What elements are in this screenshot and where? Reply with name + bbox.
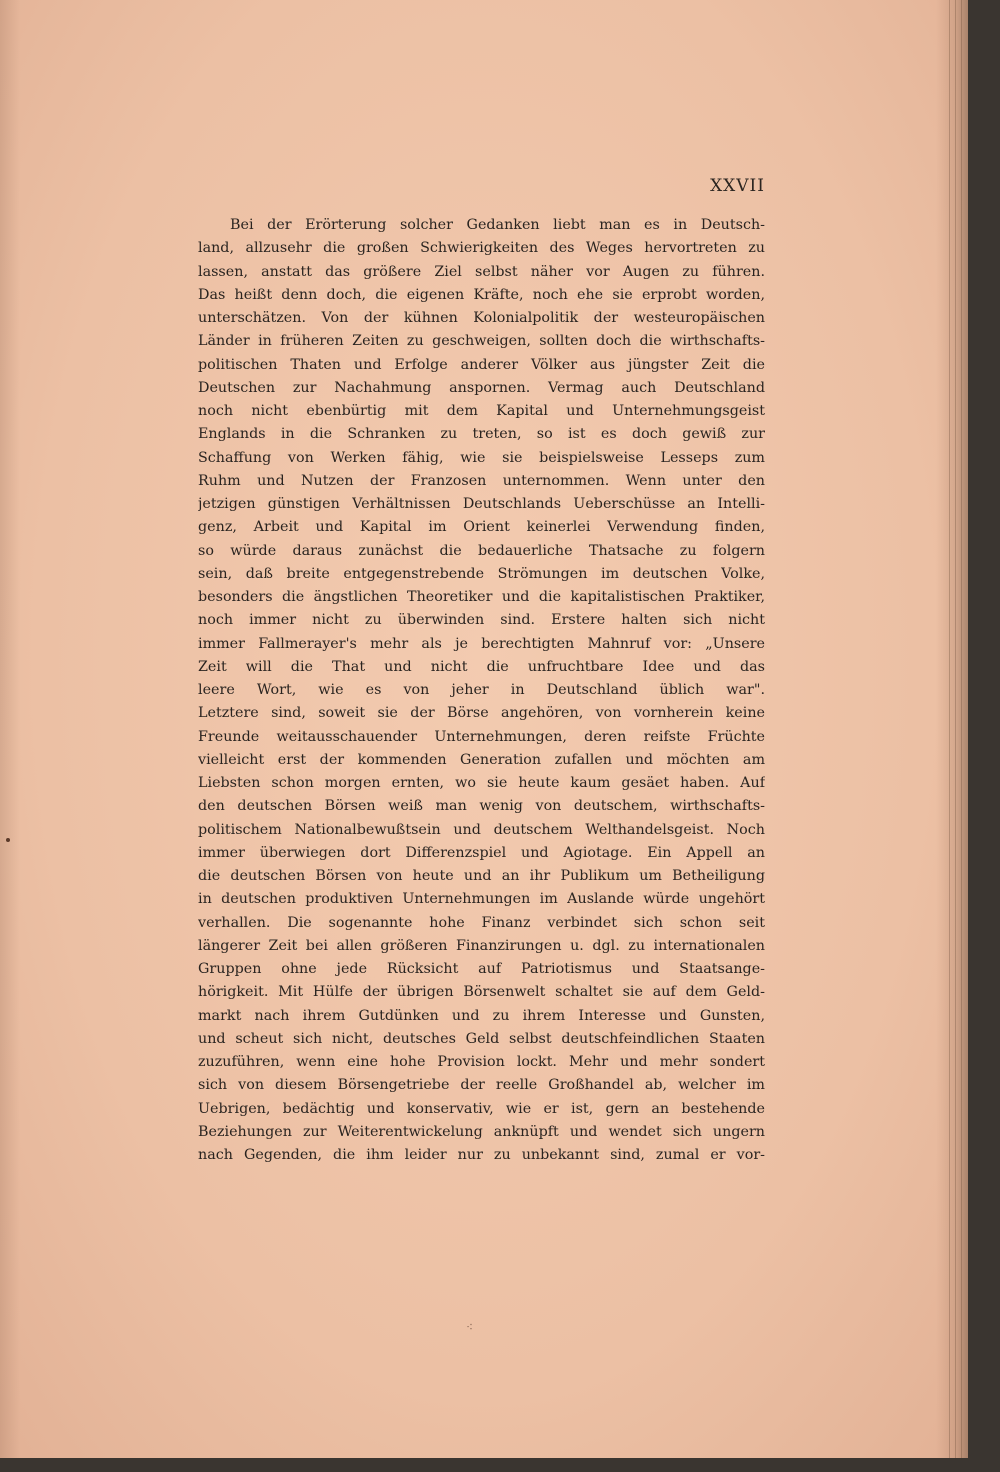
text-line: Freunde weitausschauender Unternehmungen, deren reifste Früchte: [198, 728, 765, 745]
text-line: Ruhm und Nutzen der Franzosen unternommen. Wenn unter den: [198, 472, 765, 489]
text-line: verhallen. Die sogenannte hohe Finanz verbindet sich schon seit: [198, 914, 765, 931]
text-line: die deutschen Börsen von heute und an ihr Publikum um Betheiligung: [198, 868, 765, 884]
text-line: hörigkeit. Mit Hülfe der übrigen Börsenwelt schaltet sie auf dem Geld-: [198, 984, 765, 1001]
text-line: Bei der Erörterung solcher Gedanken liebt man es in Deutsch-: [230, 217, 765, 233]
text-line: nach Gegenden, die ihm leider nur zu unbekannt sind, zumal er vor-: [198, 1147, 765, 1163]
text-line: immer Fallmerayer's mehr als je berechtigten Mahnruf vor: „Unsere: [198, 635, 765, 652]
page-edge-shading: [936, 0, 968, 1458]
text-line: genz, Arbeit und Kapital im Orient keinerlei Verwendung finden,: [198, 519, 765, 536]
page-number: XXVII: [710, 176, 765, 196]
text-line: lassen, anstatt das größere Ziel selbst näher vor Augen zu führen.: [198, 263, 765, 280]
text-line: Uebrigen, bedächtig und konservativ, wie er ist, gern an bestehende: [198, 1100, 765, 1117]
text-line: markt nach ihrem Gutdünken und zu ihrem Interesse und Gunsten,: [198, 1007, 765, 1024]
text-line: und scheut sich nicht, deutsches Geld selbst deutschfeindlichen Staaten: [198, 1030, 765, 1047]
text-line: noch nicht ebenbürtig mit dem Kapital und Unternehmungsgeist: [198, 403, 765, 419]
page-edge-line: [961, 0, 962, 1458]
text-line: unterschätzen. Von der kühnen Kolonialpolitik der westeuropäischen: [198, 310, 765, 326]
text-line: politischen Thaten und Erfolge anderer Völker aus jüngster Zeit die: [198, 356, 765, 373]
text-line: längerer Zeit bei allen größeren Finanzirungen u. dgl. zu internationalen: [198, 937, 765, 954]
text-line: Gruppen ohne jede Rücksicht auf Patriotismus und Staatsange-: [198, 961, 765, 977]
text-line: Zeit will die That und nicht die unfruchtbare Idee und das: [198, 658, 765, 675]
text-line: sein, daß breite entgegenstrebende Strömungen im deutschen Volke,: [198, 565, 765, 582]
body-text: [198, 214, 765, 1167]
page-edge-line: [949, 0, 950, 1458]
text-line: immer überwiegen dort Differenzspiel und Agiotage. Ein Appell an: [198, 844, 765, 861]
text-line: in deutschen produktiven Unternehmungen im Auslande würde ungehört: [198, 891, 765, 908]
text-line: Beziehungen zur Weiterentwickelung anknüpft und wendet sich ungern: [198, 1123, 765, 1140]
text-line: Deutschen zur Nachahmung anspornen. Vermag auch Deutschland: [198, 379, 765, 396]
text-line: besonders die ängstlichen Theoretiker und die kapitalistischen Praktiker,: [198, 589, 765, 605]
text-line: leere Wort, wie es von jeher in Deutschland üblich war".: [198, 682, 765, 698]
margin-mark: [6, 838, 10, 842]
text-line: sich von diesem Börsengetriebe der reelle Großhandel ab, welcher im: [198, 1077, 765, 1094]
text-line: Letztere sind, soweit sie der Börse angehören, von vornherein keine: [198, 705, 765, 722]
text-line: noch immer nicht zu überwinden sind. Erstere halten sich nicht: [198, 612, 765, 629]
text-line: Das heißt denn doch, die eigenen Kräfte, noch ehe sie erprobt worden,: [198, 286, 765, 303]
text-line: Liebsten schon morgen ernten, wo sie heute kaum gesäet haben. Auf: [198, 775, 765, 791]
text-line: jetzigen günstigen Verhältnissen Deutschlands Ueberschüsse an Intelli-: [198, 496, 765, 512]
text-line: zuzuführen, wenn eine hohe Provision lockt. Mehr und mehr sondert: [198, 1054, 765, 1070]
page-gutter-shadow: [0, 0, 20, 1458]
text-line: so würde daraus zunächst die bedauerliche Thatsache zu folgern: [198, 542, 765, 559]
text-line: Schaffung von Werken fähig, wie sie beispielsweise Lesseps zum: [198, 449, 765, 466]
text-line: land, allzusehr die großen Schwierigkeiten des Weges hervortreten zu: [198, 240, 765, 257]
text-line: politischem Nationalbewußtsein und deutschem Welthandelsgeist. Noch: [198, 821, 765, 838]
smudge-mark: ⁖: [466, 1320, 475, 1334]
text-line: den deutschen Börsen weiß man wenig von deutschem, wirthschafts-: [198, 798, 765, 815]
text-line: Englands in die Schranken zu treten, so ist es doch gewiß zur: [198, 426, 765, 443]
text-line: Länder in früheren Zeiten zu geschweigen, sollten doch die wirthschafts-: [198, 333, 765, 350]
text-line: vielleicht erst der kommenden Generation zufallen und möchten am: [198, 751, 765, 768]
page-edge-line: [955, 0, 956, 1458]
